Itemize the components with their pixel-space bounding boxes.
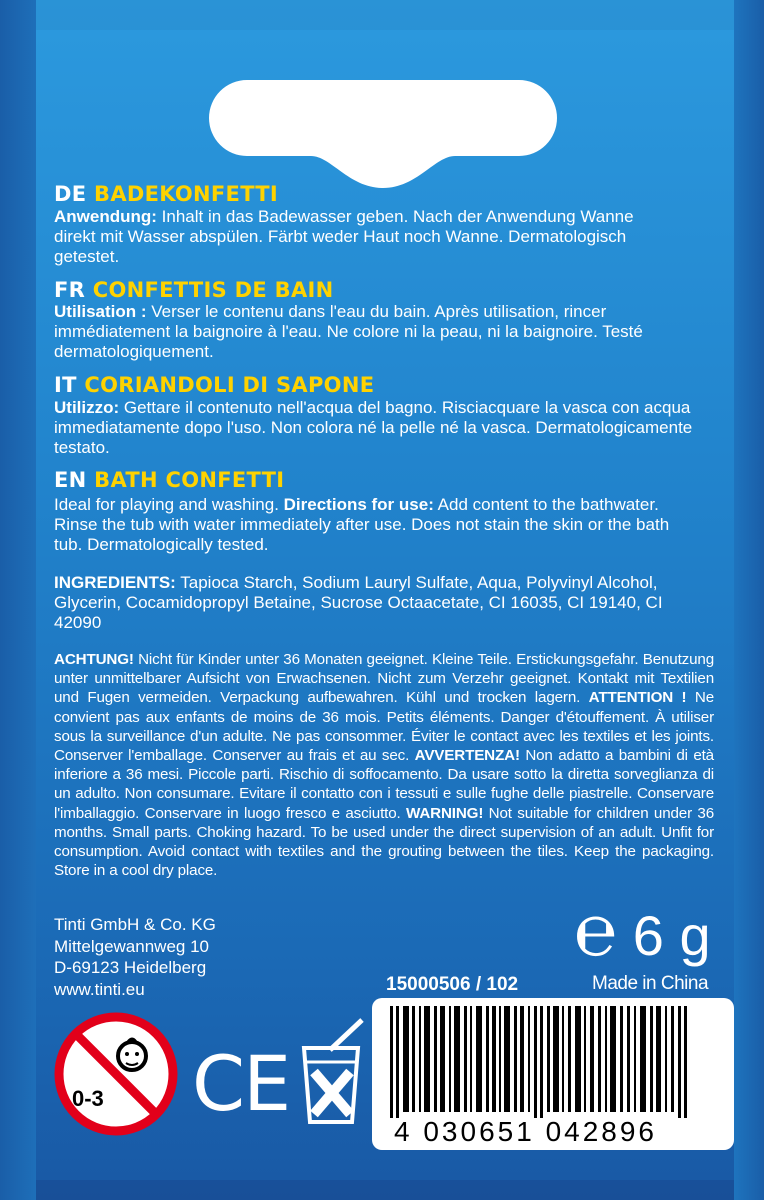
barcode-number: 4 030651 042896 [394,1116,657,1147]
section-en-body: Add content to the bathwater. Rinse the tub with water immediately after use. Does not stain the skin or the bath tub. Dermatologically tested. [54,495,670,554]
warnings-block [54,650,714,880]
age-warning-icon [54,1012,178,1136]
package-left-edge [0,0,36,1200]
section-it-lead: Utilizzo: [54,398,120,417]
section-it-title: CORIANDOLI DI SAPONE [84,373,375,397]
made-in: Made in China [592,973,709,994]
warning-it-label: AVVERTENZA! [414,747,520,765]
section-fr-title: CONFETTIS DE BAIN [92,278,334,302]
section-fr-text [54,302,679,362]
ingredients [54,573,684,633]
section-fr-code: FR [54,278,86,302]
section-fr-lead: Utilisation : [54,302,147,321]
section-de-body: Inhalt in das Badewasser geben. Nach der Anwendung Wanne direkt mit Wasser abspülen. Färbt weder Haut noch Wanne. Dermatologisch getestet. [54,207,634,266]
weight-amount: 6 g [632,904,711,967]
warning-en-text: Not suitable for children under 36 months. Small parts. Choking hazard. To be used under the direct supervision of an adult. Unfit for consumption. Avoid contact with textiles and the grouting between the tiles. Keep the packaging. Store in a cool dry place. [54,804,715,880]
warning-it-text: Non adatto a bambini di età inferiore a 36 mesi. Piccole parti. Rischio di soffocamento. Da usare sotto la diretta sorveglianza di un adulto. Non consumare. Evitare il contatto con i tessuti e sulle fughe delle piastrelle. Conservare l'imballaggio. Conservare in luogo fresco e asciutto. [54,747,714,822]
warning-en-label: WARNING! [406,804,484,822]
warning-fr-label: ATTENTION ! [588,689,687,707]
manufacturer-street: Mittelgewannweg 10 [54,936,209,956]
warning-fr-text: Ne convient pas aux enfants de moins de 36 mois. Petits éléments. Danger d'étouffement. À utiliser sous la surveillance d'un adulte. Ne pas consommer. Éviter le contact avec les textiles et les joints. Conserver l'emballage. Conserver au frais et au sec. [54,689,714,765]
section-de-lead: Anwendung: [54,207,157,226]
ingredients-label: INGREDIENTS: [54,573,176,592]
section-it-text [54,398,709,458]
barcode-bars-icon [384,1006,724,1118]
section-en-lead: Directions for use: [283,495,434,514]
section-it-code: IT [54,373,77,397]
section-en-heading [54,468,284,492]
manufacturer-name: Tinti GmbH & Co. KG [54,915,216,934]
section-de-text [54,207,654,267]
hang-hole [207,78,559,192]
estimated-sign-icon: ℮ [574,891,618,971]
manufacturer-website[interactable]: www.tinti.eu [54,979,145,999]
warning-de-label: ACHTUNG! [54,651,134,668]
section-de-heading [54,182,278,206]
article-number: 15000506 / 102 [386,974,519,995]
section-de-title: BADEKONFETTI [94,182,279,206]
no-drinking-icon [300,1016,370,1126]
section-en-text [54,495,694,555]
section-it-body: Gettare il contenuto nell'acqua del bagno. Risciacquare la vasca con acqua immediatamente dopo l'uso. Non colora né la pelle né la vasca. Dermatologicamente testato. [54,398,693,457]
section-en-pre: Ideal for playing and washing. [54,495,284,514]
ingredients-text: Tapioca Starch, Sodium Lauryl Sulfate, Aqua, Polyvinyl Alcohol, Glycerin, Cocamidopropyl Betaine, Sucrose Octaacetate, CI 16035, CI 19140, CI 42090 [54,573,663,632]
warning-de-text: Nicht für Kinder unter 36 Monaten geeignet. Kleine Teile. Erstickungsgefahr. Benutzung unter unmittelbarer Aufsicht von Erwachsenen. Nicht zum Verzehr geeignet. Kontakt mit Textilien und Fugen vermeiden. Verpackung aufbewahren. Kühl und trocken lagern. [54,651,714,707]
package-right-edge [734,0,764,1200]
section-de-code: DE [54,182,87,206]
ce-mark-icon [192,1039,290,1128]
ce-mark-text: CE [192,1039,290,1128]
section-fr-heading [54,278,334,302]
age-range-label: 0-3 [72,1086,104,1111]
section-en-title: BATH CONFETTI [94,468,285,492]
section-en-code: EN [54,468,87,492]
net-weight [574,891,711,971]
section-it-heading [54,373,374,397]
section-fr-body: Verser le contenu dans l'eau du bain. Après utilisation, rincer immédiatement la baignoire à l'eau. Ne colore ni la peau, ni la baignoire. Testé dermatologiquement. [54,302,643,361]
manufacturer-city: D-69123 Heidelberg [54,958,207,977]
manufacturer-address [54,914,216,1000]
